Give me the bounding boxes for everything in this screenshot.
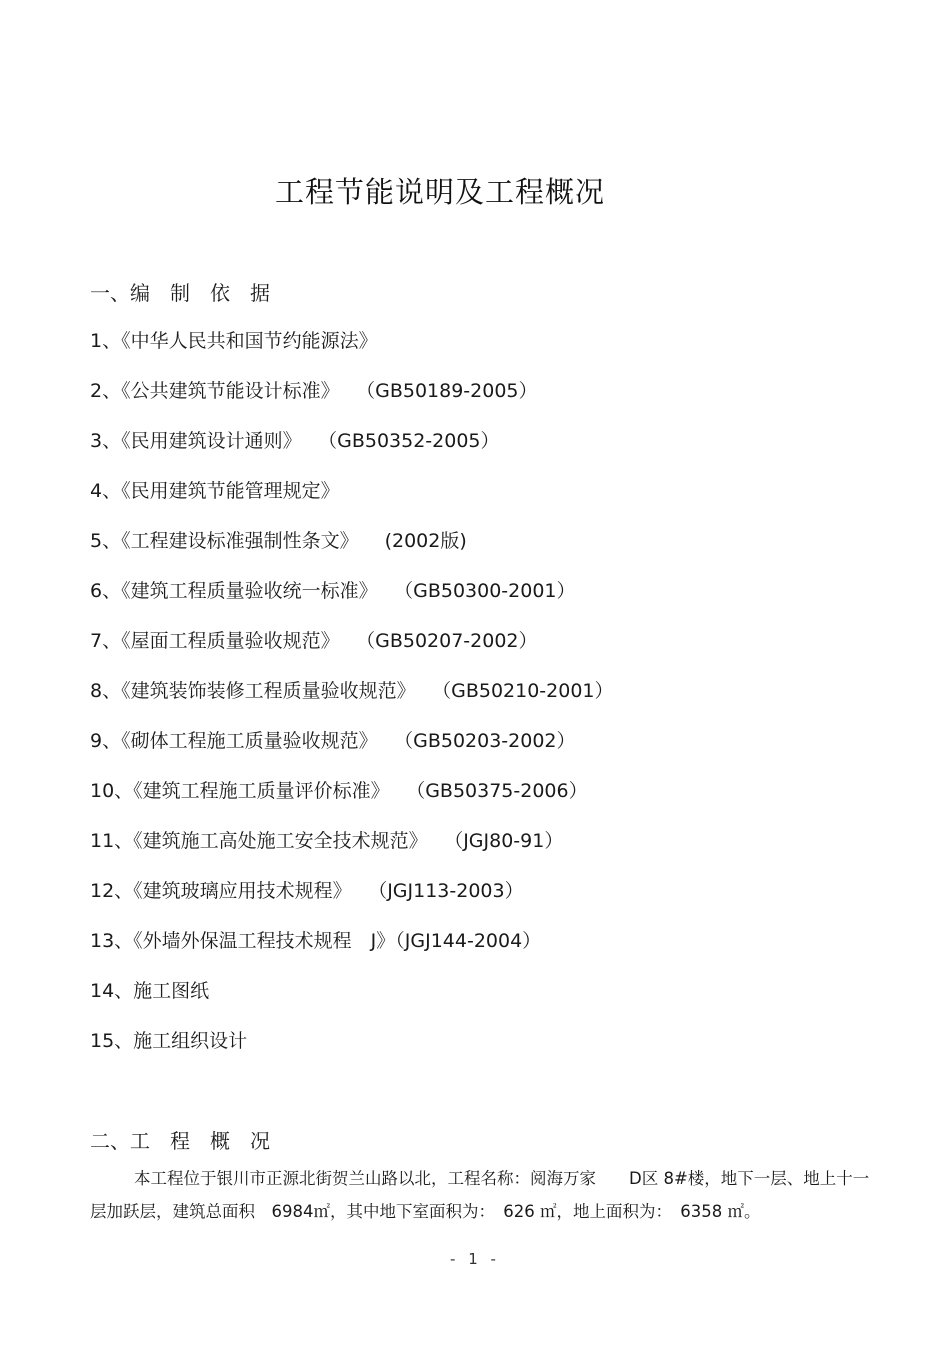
reference-code: （GB50375-2006） xyxy=(415,780,588,802)
reference-code: （JGJ113-2003） xyxy=(377,880,524,902)
reference-item xyxy=(90,978,890,1028)
reference-code: (2002版) xyxy=(384,530,467,552)
reference-title: 12、《建筑玻璃应用技术规程》 xyxy=(90,880,352,902)
reference-code: （GB50207-2002） xyxy=(365,630,538,652)
reference-title: 9、《砌体工程施工质量验收规范》 xyxy=(90,730,378,752)
reference-code: （GB50352-2005） xyxy=(327,430,500,452)
reference-title: 1、《中华人民共和国节约能源法》 xyxy=(90,330,378,352)
reference-code: （JGJ80-91） xyxy=(453,830,564,852)
reference-item xyxy=(90,828,890,878)
reference-title: 14、施工图纸 xyxy=(90,980,210,1002)
reference-item xyxy=(90,1028,890,1078)
document-title: 工程节能说明及工程概况 xyxy=(274,175,605,209)
reference-item xyxy=(90,428,890,478)
reference-item xyxy=(90,728,890,778)
reference-item xyxy=(90,478,890,528)
reference-title: 4、《民用建筑节能管理规定》 xyxy=(90,480,340,502)
reference-title: 7、《屋面工程质量验收规范》 xyxy=(90,630,340,652)
reference-item xyxy=(90,528,890,578)
reference-title: 10、《建筑工程施工质量评价标准》 xyxy=(90,780,390,802)
overview-paragraph: 本工程位于银川市正源北街贺兰山路以北，工程名称：阅海万家 D区 8#楼，地下一层、地上十一层加跃层，建筑总面积 6984㎡，其中地下室面积为： 626 ㎡，地上面积为： 6358 ㎡。 xyxy=(90,1169,870,1221)
section-heading-overview: 二、工 程 概 况 xyxy=(90,1129,270,1153)
reference-title: 13、《外墙外保温工程技术规程 J》（JGJ144-2004） xyxy=(90,930,542,952)
reference-item xyxy=(90,678,890,728)
page-number: - 1 - xyxy=(450,1250,500,1268)
reference-item xyxy=(90,378,890,428)
reference-item xyxy=(90,628,890,678)
reference-item xyxy=(90,328,890,378)
reference-code: （GB50203-2002） xyxy=(403,730,576,752)
reference-title: 6、《建筑工程质量验收统一标准》 xyxy=(90,580,378,602)
reference-code: （GB50189-2005） xyxy=(365,380,538,402)
reference-item xyxy=(90,928,890,978)
project-overview xyxy=(90,1162,870,1228)
reference-code: （GB50300-2001） xyxy=(403,580,576,602)
section-heading-basis: 一、编 制 依 据 xyxy=(90,281,270,305)
reference-code: （GB50210-2001） xyxy=(441,680,614,702)
reference-title: 11、《建筑施工高处施工安全技术规范》 xyxy=(90,830,428,852)
reference-item xyxy=(90,578,890,628)
reference-item xyxy=(90,778,890,828)
reference-title: 5、《工程建设标准强制性条文》 xyxy=(90,530,359,552)
reference-title: 15、施工组织设计 xyxy=(90,1030,248,1052)
reference-item xyxy=(90,878,890,928)
reference-list xyxy=(90,328,890,1078)
reference-title: 3、《民用建筑设计通则》 xyxy=(90,430,302,452)
reference-title: 8、《建筑装饰装修工程质量验收规范》 xyxy=(90,680,416,702)
reference-title: 2、《公共建筑节能设计标准》 xyxy=(90,380,340,402)
